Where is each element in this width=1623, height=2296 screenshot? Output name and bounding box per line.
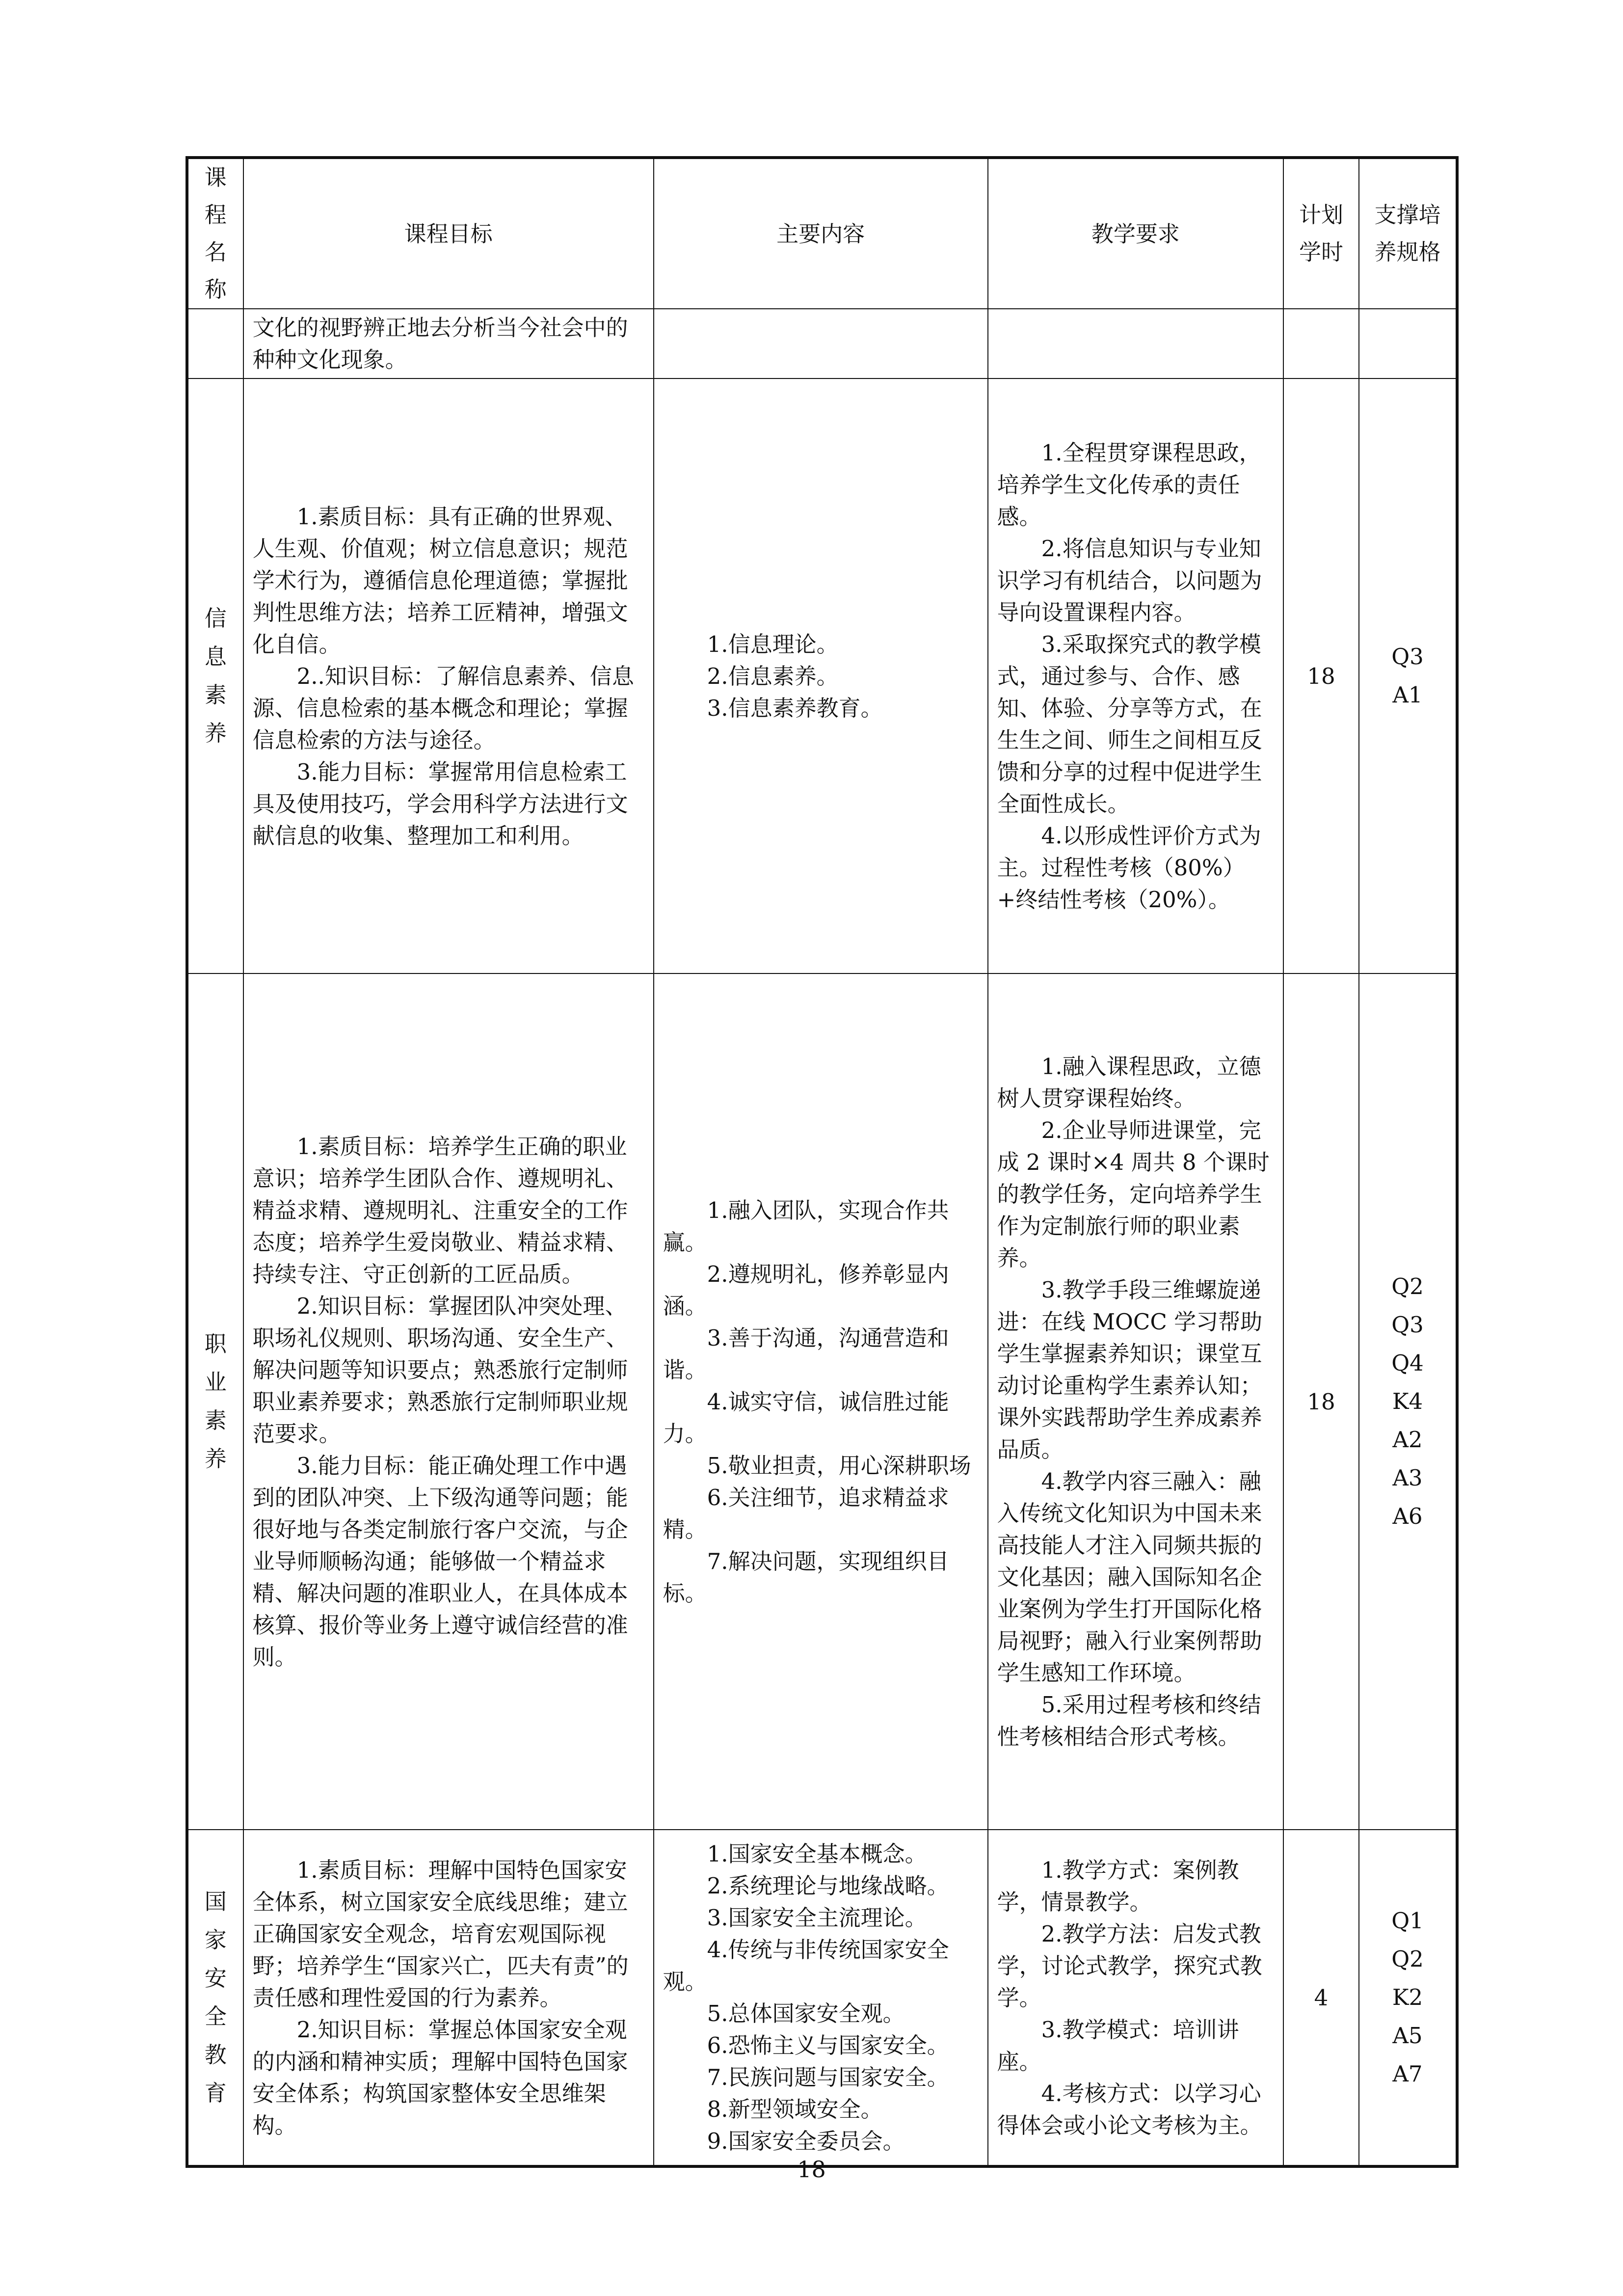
- spec-code: A3: [1392, 1465, 1423, 1491]
- content-item: 6.恐怖主义与国家安全。: [707, 2032, 949, 2058]
- goal-item: 1.素质目标：具有正确的世界观、人生观、价值观；树立信息意识；规范学术行为，遵循信息伦理道德；掌握批判性思维方法；培养工匠精神，增强文化自信。: [252, 503, 628, 657]
- course-name: 职 业 素养: [187, 973, 243, 1830]
- spec-code: Q1: [1391, 1908, 1424, 1934]
- goal-item: 3.能力目标：能正确处理工作中遇到的团队冲突、上下级沟通等问题；能很好地与各类定制旅行客户交流，与企业导师顺畅沟通；能够做一个精益求精、解决问题的准职业人，在具体成本核算、报价等业务上遵守诚信经营的准则。: [252, 1452, 628, 1670]
- content-item: 5.敬业担责，用心深耕职场: [707, 1452, 971, 1479]
- course-name: 国 家 安 全 教育: [187, 1830, 243, 2166]
- content-item: 6.关注细节，追求精益求精。: [663, 1484, 949, 1542]
- goal-item: 1.素质目标：培养学生正确的职业意识；培养学生团队合作、遵规明礼、精益求精、遵规明礼、注重安全的工作态度；培养学生爱岗敬业、精益求精、持续专注、守正创新的工匠品质。: [252, 1133, 628, 1287]
- requirement-item: 4.考核方式：以学习心得体会或小论文考核为主。: [997, 2080, 1262, 2138]
- spec-code: A2: [1392, 1427, 1423, 1453]
- course-hours: 18: [1283, 973, 1359, 1830]
- requirement-item: 1.教学方式：案例教学，情景教学。: [997, 1857, 1239, 1915]
- requirement-item: 3.教学手段三维螺旋递进：在线 MOCC 学习帮助学生掌握素养知识；课堂互动讨论重构学生素养认知；课外实践帮助学生养成素养品质。: [997, 1277, 1263, 1462]
- continuation-spec-cell: [1359, 309, 1457, 378]
- content-item: 8.新型领域安全。: [707, 2096, 883, 2122]
- course-goals: [243, 1830, 654, 2166]
- goal-item: 3.能力目标：掌握常用信息检索工具及使用技巧，学会用科学方法进行文献信息的收集、整理加工和利用。: [252, 758, 628, 849]
- spec-code: Q2: [1391, 1273, 1424, 1299]
- requirement-item: 3.采取探究式的教学模式，通过参与、合作、感知、体验、分享等方式，在生生之间、师生之间相互反馈和分享的过程中促进学生全面性成长。: [997, 631, 1262, 817]
- course-requirements: [988, 1830, 1283, 2166]
- continuation-name-cell: [187, 309, 243, 378]
- course-specs: [1359, 973, 1457, 1830]
- continuation-row: [187, 309, 1457, 378]
- course-name: 信 息 素养: [187, 378, 243, 973]
- spec-code: A7: [1392, 2061, 1423, 2087]
- header-main-content: 主要内容: [654, 158, 988, 309]
- course-requirements: [988, 973, 1283, 1830]
- page-number: 18: [797, 2156, 826, 2183]
- requirement-item: 5.采用过程考核和终结性考核相结合形式考核。: [997, 1692, 1261, 1750]
- spec-code: K4: [1392, 1388, 1423, 1414]
- content-item: 9.国家安全委员会。: [707, 2128, 905, 2154]
- header-support-spec: 支撑培 养规格: [1359, 158, 1457, 309]
- spec-code: A6: [1392, 1503, 1423, 1529]
- content-item: 1.国家安全基本概念。: [707, 1841, 927, 1867]
- course-specs: [1359, 378, 1457, 973]
- requirement-item: 2.教学方法：启发式教学，讨论式教学，探究式教学。: [997, 1920, 1262, 2011]
- continuation-goal-cell: [243, 309, 654, 378]
- requirement-item: 1.全程贯穿课程思政，培养学生文化传承的责任感。: [997, 439, 1261, 530]
- header-course-name: 课程 名称: [187, 158, 243, 309]
- content-item: 7.解决问题，实现组织目标。: [663, 1548, 949, 1606]
- requirement-item: 4.以形成性评价方式为主。过程性考核（80%）+终结性考核（20%）。: [997, 822, 1261, 913]
- goal-item: 2.知识目标：掌握总体国家安全观的内涵和精神实质；理解中国特色国家安全体系；构筑国家整体安全思维架构。: [252, 2016, 628, 2138]
- spec-code: Q3: [1391, 1312, 1424, 1338]
- header-teaching-requirements: 教学要求: [988, 158, 1283, 309]
- spec-code: Q4: [1391, 1350, 1424, 1376]
- course-specs: [1359, 1830, 1457, 2166]
- course-row-information-literacy: [187, 378, 1457, 973]
- requirement-item: 2.将信息知识与专业知识学习有机结合，以问题为导向设置课程内容。: [997, 535, 1262, 625]
- content-item: 3.国家安全主流理论。: [707, 1905, 927, 1931]
- course-row-professional-literacy: [187, 973, 1457, 1830]
- course-row-national-security: [187, 1830, 1457, 2166]
- header-row: [187, 158, 1457, 309]
- requirement-item: 3.教学模式：培训讲座。: [997, 2016, 1239, 2075]
- content-item: 3.信息素养教育。: [707, 695, 883, 721]
- continuation-req-cell: [988, 309, 1283, 378]
- content-item: 4.传统与非传统国家安全观。: [663, 1937, 949, 1995]
- content-item: 4.诚实守信，诚信胜过能力。: [663, 1388, 949, 1447]
- requirement-item: 2.企业导师进课堂，完成 2 课时×4 周共 8 个课时的教学任务，定向培养学生作为定制旅行师的职业素养。: [997, 1117, 1270, 1271]
- content-item: 1.信息理论。: [707, 631, 839, 657]
- spec-code: Q2: [1391, 1946, 1424, 1972]
- content-item: 1.融入团队，实现合作共赢。: [663, 1197, 949, 1255]
- content-item: 5.总体国家安全观。: [707, 2000, 905, 2026]
- curriculum-table: [186, 156, 1459, 2168]
- spec-code: K2: [1392, 1984, 1423, 2010]
- continuation-hours-cell: [1283, 309, 1359, 378]
- course-requirements: [988, 378, 1283, 973]
- spec-code: A1: [1392, 682, 1423, 708]
- spec-code: A5: [1392, 2023, 1423, 2049]
- course-contents: [654, 1830, 988, 2166]
- goal-item: 2.知识目标：掌握团队冲突处理、职场礼仪规则、职场沟通、安全生产、解决问题等知识要点；熟悉旅行定制师职业素养要求；熟悉旅行定制师职业规范要求。: [252, 1293, 628, 1447]
- content-item: 2.系统理论与地缘战略。: [707, 1873, 949, 1899]
- content-item: 2.遵规明礼，修养彰显内涵。: [663, 1261, 949, 1319]
- course-goals: [243, 378, 654, 973]
- course-contents: [654, 973, 988, 1830]
- requirement-item: 4.教学内容三融入：融入传统文化知识为中国未来高技能人才注入同频共振的文化基因；融入国际知名企业案例为学生打开国际化格局视野；融入行业案例帮助学生感知工作环境。: [997, 1468, 1262, 1686]
- header-planned-hours: 计划 学时: [1283, 158, 1359, 309]
- content-item: 2.信息素养。: [707, 663, 839, 689]
- course-hours: 18: [1283, 378, 1359, 973]
- continuation-content-cell: [654, 309, 988, 378]
- course-contents: [654, 378, 988, 973]
- continuation-goal-text: 文化的视野辨正地去分析当今社会中的种种文化现象。: [252, 315, 628, 373]
- goal-item: 1.素质目标：理解中国特色国家安全体系，树立国家安全底线思维；建立正确国家安全观念，培育宏观国际视野；培养学生“国家兴亡，匹夫有责”的责任感和理性爱国的行为素养。: [252, 1857, 629, 2011]
- content-item: 7.民族问题与国家安全。: [707, 2064, 949, 2090]
- course-goals: [243, 973, 654, 1830]
- content-item: 3.善于沟通，沟通营造和谐。: [663, 1324, 949, 1383]
- header-course-goal: 课程目标: [243, 158, 654, 309]
- goal-item: 2..知识目标：了解信息素养、信息源、信息检索的基本概念和理论；掌握信息检索的方法与途径。: [252, 663, 634, 753]
- requirement-item: 1.融入课程思政，立德树人贯穿课程始终。: [997, 1053, 1261, 1111]
- course-hours: 4: [1283, 1830, 1359, 2166]
- spec-code: Q3: [1391, 644, 1424, 670]
